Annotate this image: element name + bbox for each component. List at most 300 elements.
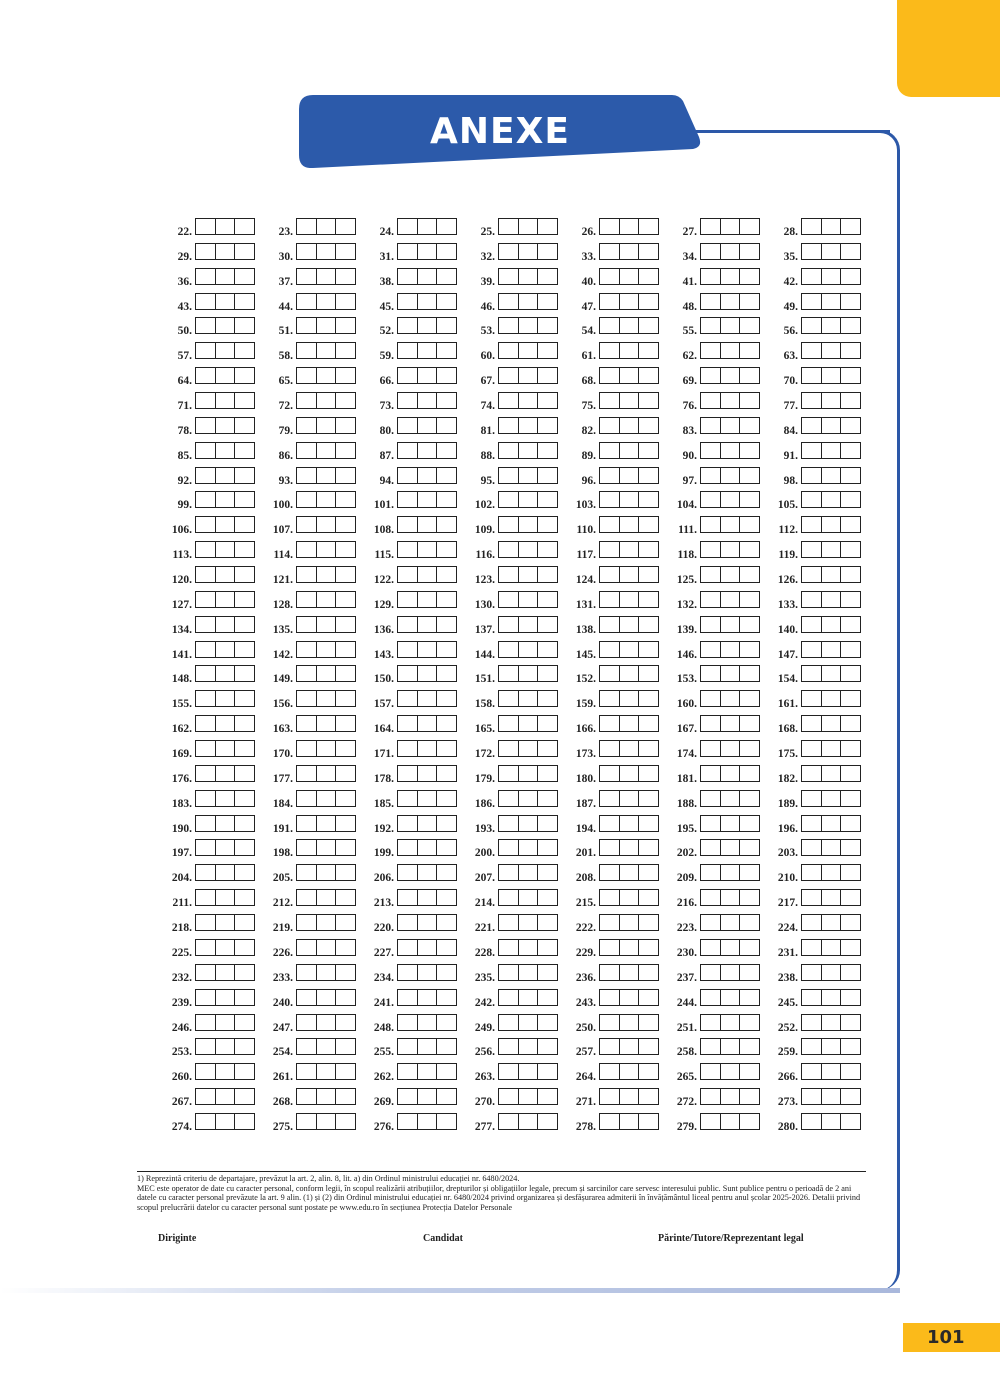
answer-box[interactable] [196,418,216,433]
answer-box[interactable] [701,617,721,632]
answer-boxes[interactable] [296,616,356,633]
answer-box[interactable] [499,766,519,781]
answer-box[interactable] [639,492,658,507]
answer-box[interactable] [841,492,860,507]
answer-boxes[interactable] [498,541,558,558]
answer-box[interactable] [499,716,519,731]
answer-boxes[interactable] [296,243,356,260]
answer-boxes[interactable] [195,317,255,334]
answer-boxes[interactable] [599,740,659,757]
answer-boxes[interactable] [498,342,558,359]
answer-boxes[interactable] [498,715,558,732]
answer-box[interactable] [398,666,418,681]
answer-box[interactable] [721,741,741,756]
answer-box[interactable] [297,642,317,657]
answer-box[interactable] [499,343,519,358]
answer-boxes[interactable] [397,1038,457,1055]
answer-box[interactable] [235,666,254,681]
answer-box[interactable] [398,343,418,358]
answer-box[interactable] [701,691,721,706]
answer-box[interactable] [600,393,620,408]
answer-box[interactable] [235,343,254,358]
answer-box[interactable] [519,567,539,582]
answer-boxes[interactable] [700,914,760,931]
answer-box[interactable] [418,1015,438,1030]
answer-box[interactable] [519,642,539,657]
answer-box[interactable] [639,368,658,383]
answer-boxes[interactable] [296,367,356,384]
answer-boxes[interactable] [700,1038,760,1055]
answer-box[interactable] [519,219,539,234]
answer-box[interactable] [538,1114,557,1129]
answer-box[interactable] [297,443,317,458]
answer-boxes[interactable] [397,790,457,807]
answer-box[interactable] [740,244,759,259]
answer-box[interactable] [721,443,741,458]
answer-box[interactable] [721,393,741,408]
answer-box[interactable] [437,642,456,657]
answer-box[interactable] [701,1089,721,1104]
answer-box[interactable] [620,244,640,259]
answer-box[interactable] [235,1064,254,1079]
answer-box[interactable] [216,865,236,880]
answer-box[interactable] [196,1089,216,1104]
answer-box[interactable] [418,517,438,532]
answer-box[interactable] [418,791,438,806]
answer-box[interactable] [418,940,438,955]
answer-box[interactable] [235,816,254,831]
answer-box[interactable] [336,716,355,731]
answer-box[interactable] [437,343,456,358]
answer-box[interactable] [437,940,456,955]
answer-box[interactable] [519,318,539,333]
answer-box[interactable] [620,1015,640,1030]
answer-box[interactable] [822,343,842,358]
answer-box[interactable] [216,294,236,309]
answer-boxes[interactable] [801,690,861,707]
answer-box[interactable] [398,1089,418,1104]
answer-box[interactable] [841,617,860,632]
answer-box[interactable] [216,666,236,681]
answer-boxes[interactable] [296,641,356,658]
answer-box[interactable] [740,468,759,483]
answer-boxes[interactable] [296,566,356,583]
answer-box[interactable] [418,816,438,831]
answer-boxes[interactable] [397,690,457,707]
answer-box[interactable] [841,567,860,582]
answer-box[interactable] [216,368,236,383]
answer-boxes[interactable] [195,939,255,956]
answer-box[interactable] [317,368,337,383]
answer-box[interactable] [822,468,842,483]
answer-boxes[interactable] [195,1088,255,1105]
answer-box[interactable] [418,890,438,905]
answer-boxes[interactable] [700,1088,760,1105]
answer-boxes[interactable] [801,616,861,633]
answer-box[interactable] [802,443,822,458]
answer-box[interactable] [317,393,337,408]
answer-box[interactable] [639,219,658,234]
answer-box[interactable] [235,642,254,657]
answer-boxes[interactable] [700,839,760,856]
answer-box[interactable] [701,443,721,458]
answer-box[interactable] [499,1089,519,1104]
answer-box[interactable] [701,269,721,284]
answer-box[interactable] [802,517,822,532]
answer-box[interactable] [600,617,620,632]
answer-boxes[interactable] [296,467,356,484]
answer-box[interactable] [802,716,822,731]
answer-boxes[interactable] [195,367,255,384]
answer-box[interactable] [538,567,557,582]
answer-box[interactable] [398,741,418,756]
answer-box[interactable] [297,393,317,408]
answer-box[interactable] [437,617,456,632]
answer-box[interactable] [802,219,822,234]
answer-box[interactable] [437,716,456,731]
answer-box[interactable] [802,890,822,905]
answer-boxes[interactable] [700,815,760,832]
answer-boxes[interactable] [498,1113,558,1130]
answer-box[interactable] [336,1114,355,1129]
answer-box[interactable] [519,368,539,383]
answer-box[interactable] [822,1064,842,1079]
answer-box[interactable] [538,915,557,930]
answer-box[interactable] [297,1015,317,1030]
answer-box[interactable] [701,716,721,731]
answer-box[interactable] [620,840,640,855]
answer-box[interactable] [538,393,557,408]
answer-box[interactable] [721,816,741,831]
answer-boxes[interactable] [397,839,457,856]
answer-box[interactable] [721,1114,741,1129]
answer-box[interactable] [437,368,456,383]
answer-boxes[interactable] [801,1113,861,1130]
answer-box[interactable] [499,691,519,706]
answer-boxes[interactable] [599,1088,659,1105]
answer-box[interactable] [620,517,640,532]
answer-box[interactable] [822,517,842,532]
answer-box[interactable] [317,940,337,955]
answer-box[interactable] [418,567,438,582]
answer-box[interactable] [620,443,640,458]
answer-box[interactable] [418,840,438,855]
answer-box[interactable] [235,766,254,781]
answer-boxes[interactable] [498,665,558,682]
answer-box[interactable] [519,1089,539,1104]
answer-box[interactable] [437,691,456,706]
answer-box[interactable] [802,1015,822,1030]
answer-boxes[interactable] [195,989,255,1006]
answer-box[interactable] [620,766,640,781]
answer-boxes[interactable] [599,218,659,235]
answer-boxes[interactable] [700,367,760,384]
answer-box[interactable] [620,865,640,880]
answer-box[interactable] [196,567,216,582]
answer-box[interactable] [519,542,539,557]
answer-box[interactable] [336,1089,355,1104]
answer-box[interactable] [398,567,418,582]
answer-box[interactable] [721,343,741,358]
answer-box[interactable] [701,294,721,309]
answer-box[interactable] [701,816,721,831]
answer-box[interactable] [398,368,418,383]
answer-box[interactable] [740,567,759,582]
answer-box[interactable] [600,517,620,532]
answer-box[interactable] [398,468,418,483]
answer-box[interactable] [841,691,860,706]
answer-box[interactable] [499,1015,519,1030]
answer-box[interactable] [437,741,456,756]
answer-box[interactable] [841,890,860,905]
answer-box[interactable] [740,865,759,880]
answer-box[interactable] [437,492,456,507]
answer-box[interactable] [499,318,519,333]
answer-box[interactable] [600,666,620,681]
answer-box[interactable] [802,865,822,880]
answer-box[interactable] [216,1089,236,1104]
answer-box[interactable] [519,1015,539,1030]
answer-box[interactable] [639,691,658,706]
answer-box[interactable] [398,592,418,607]
answer-boxes[interactable] [195,342,255,359]
answer-box[interactable] [822,1114,842,1129]
answer-box[interactable] [740,716,759,731]
answer-box[interactable] [600,1015,620,1030]
answer-box[interactable] [317,244,337,259]
answer-box[interactable] [802,1064,822,1079]
answer-boxes[interactable] [801,989,861,1006]
answer-box[interactable] [639,1015,658,1030]
answer-box[interactable] [519,1064,539,1079]
answer-box[interactable] [499,865,519,880]
answer-box[interactable] [740,617,759,632]
answer-box[interactable] [600,1114,620,1129]
answer-box[interactable] [802,468,822,483]
answer-box[interactable] [418,592,438,607]
answer-boxes[interactable] [700,616,760,633]
answer-box[interactable] [418,1089,438,1104]
answer-boxes[interactable] [195,491,255,508]
answer-box[interactable] [600,492,620,507]
answer-box[interactable] [398,766,418,781]
answer-boxes[interactable] [397,641,457,658]
answer-boxes[interactable] [397,815,457,832]
answer-box[interactable] [216,443,236,458]
answer-box[interactable] [499,816,519,831]
answer-box[interactable] [235,915,254,930]
answer-box[interactable] [740,517,759,532]
answer-box[interactable] [418,368,438,383]
answer-box[interactable] [499,990,519,1005]
answer-boxes[interactable] [397,1088,457,1105]
answer-boxes[interactable] [296,1063,356,1080]
answer-box[interactable] [822,219,842,234]
answer-box[interactable] [519,865,539,880]
answer-boxes[interactable] [296,417,356,434]
answer-box[interactable] [437,269,456,284]
answer-box[interactable] [639,791,658,806]
answer-boxes[interactable] [296,392,356,409]
answer-boxes[interactable] [195,889,255,906]
answer-boxes[interactable] [195,516,255,533]
answer-box[interactable] [600,990,620,1005]
answer-box[interactable] [499,517,519,532]
answer-box[interactable] [235,368,254,383]
answer-boxes[interactable] [801,566,861,583]
answer-box[interactable] [841,244,860,259]
answer-box[interactable] [620,1089,640,1104]
answer-box[interactable] [336,567,355,582]
answer-boxes[interactable] [801,790,861,807]
answer-box[interactable] [620,219,640,234]
answer-boxes[interactable] [801,839,861,856]
answer-box[interactable] [822,965,842,980]
answer-box[interactable] [216,318,236,333]
answer-box[interactable] [418,393,438,408]
answer-box[interactable] [418,1039,438,1054]
answer-box[interactable] [235,492,254,507]
answer-box[interactable] [620,492,640,507]
answer-box[interactable] [297,294,317,309]
answer-box[interactable] [822,542,842,557]
answer-box[interactable] [499,1064,519,1079]
answer-box[interactable] [317,617,337,632]
answer-boxes[interactable] [599,392,659,409]
answer-box[interactable] [802,741,822,756]
answer-box[interactable] [336,1064,355,1079]
answer-boxes[interactable] [498,964,558,981]
answer-box[interactable] [841,865,860,880]
answer-box[interactable] [519,468,539,483]
answer-box[interactable] [538,368,557,383]
answer-box[interactable] [297,840,317,855]
answer-boxes[interactable] [195,591,255,608]
answer-boxes[interactable] [801,243,861,260]
answer-box[interactable] [216,219,236,234]
answer-boxes[interactable] [599,268,659,285]
answer-boxes[interactable] [296,218,356,235]
answer-box[interactable] [538,492,557,507]
answer-box[interactable] [822,269,842,284]
answer-box[interactable] [418,492,438,507]
answer-box[interactable] [216,393,236,408]
answer-boxes[interactable] [397,1063,457,1080]
answer-box[interactable] [196,617,216,632]
answer-box[interactable] [538,219,557,234]
answer-box[interactable] [317,567,337,582]
answer-boxes[interactable] [801,342,861,359]
answer-box[interactable] [822,318,842,333]
answer-boxes[interactable] [498,1014,558,1031]
answer-box[interactable] [701,1039,721,1054]
answer-boxes[interactable] [397,591,457,608]
answer-box[interactable] [196,1015,216,1030]
answer-boxes[interactable] [700,467,760,484]
answer-box[interactable] [499,890,519,905]
answer-box[interactable] [841,542,860,557]
answer-boxes[interactable] [599,665,659,682]
answer-boxes[interactable] [801,1063,861,1080]
answer-boxes[interactable] [599,715,659,732]
answer-box[interactable] [600,468,620,483]
answer-boxes[interactable] [296,815,356,832]
answer-box[interactable] [822,865,842,880]
answer-box[interactable] [297,368,317,383]
answer-box[interactable] [317,1114,337,1129]
answer-box[interactable] [519,617,539,632]
answer-boxes[interactable] [397,989,457,1006]
answer-boxes[interactable] [700,293,760,310]
answer-box[interactable] [336,517,355,532]
answer-box[interactable] [437,1089,456,1104]
answer-boxes[interactable] [296,765,356,782]
answer-boxes[interactable] [700,268,760,285]
answer-box[interactable] [802,642,822,657]
answer-box[interactable] [822,617,842,632]
answer-box[interactable] [841,219,860,234]
answer-boxes[interactable] [700,541,760,558]
answer-boxes[interactable] [397,367,457,384]
answer-box[interactable] [297,965,317,980]
answer-box[interactable] [701,865,721,880]
answer-boxes[interactable] [599,417,659,434]
answer-box[interactable] [336,741,355,756]
answer-box[interactable] [216,642,236,657]
answer-boxes[interactable] [700,491,760,508]
answer-box[interactable] [620,741,640,756]
answer-box[interactable] [600,791,620,806]
answer-box[interactable] [437,567,456,582]
answer-box[interactable] [499,840,519,855]
answer-box[interactable] [822,492,842,507]
answer-box[interactable] [639,318,658,333]
answer-boxes[interactable] [599,467,659,484]
answer-box[interactable] [235,318,254,333]
answer-boxes[interactable] [397,392,457,409]
answer-box[interactable] [639,1064,658,1079]
answer-box[interactable] [196,716,216,731]
answer-box[interactable] [499,940,519,955]
answer-box[interactable] [519,1114,539,1129]
answer-box[interactable] [317,691,337,706]
answer-box[interactable] [802,592,822,607]
answer-box[interactable] [418,990,438,1005]
answer-box[interactable] [297,418,317,433]
answer-box[interactable] [538,592,557,607]
answer-box[interactable] [740,816,759,831]
answer-box[interactable] [822,990,842,1005]
answer-boxes[interactable] [397,864,457,881]
answer-box[interactable] [196,542,216,557]
answer-box[interactable] [841,840,860,855]
answer-box[interactable] [196,592,216,607]
answer-box[interactable] [216,1015,236,1030]
answer-box[interactable] [841,592,860,607]
answer-box[interactable] [398,617,418,632]
answer-box[interactable] [235,1015,254,1030]
answer-boxes[interactable] [801,442,861,459]
answer-box[interactable] [336,940,355,955]
answer-boxes[interactable] [801,914,861,931]
answer-box[interactable] [336,393,355,408]
answer-box[interactable] [317,642,337,657]
answer-box[interactable] [639,865,658,880]
answer-boxes[interactable] [397,740,457,757]
answer-boxes[interactable] [700,1014,760,1031]
answer-boxes[interactable] [397,218,457,235]
answer-box[interactable] [297,816,317,831]
